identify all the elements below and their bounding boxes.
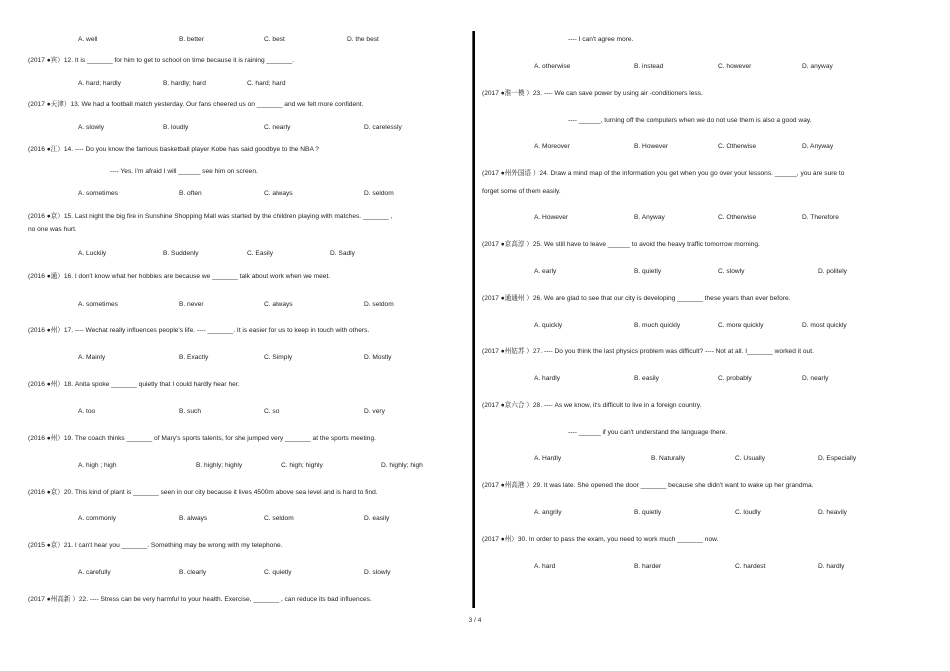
option: B. better — [179, 36, 204, 43]
question-text: (2017 ●州姑苏 ）27. ---- Do you think the last physics problem was difficult? ---- Not at all. I_______ worked it out. — [482, 348, 814, 355]
option: B. quietly — [634, 509, 662, 516]
question-text: (2017 ●州）30. In order to pass the exam, you need to work much _______ now. — [482, 536, 719, 543]
option: B. hardly; hard — [163, 80, 206, 87]
option: D. Anyway — [802, 143, 834, 150]
option: D. easily — [364, 515, 390, 522]
option: B. clearly — [179, 569, 207, 576]
page-number: 3 / 4 — [468, 617, 482, 624]
option: D. Therefore — [802, 214, 839, 221]
option: D. seldom — [364, 190, 394, 197]
option: D. highly; high — [381, 462, 423, 469]
option: C. Usually — [735, 455, 766, 462]
option: C. always — [264, 301, 293, 308]
option: B. always — [179, 515, 208, 522]
option: B. quietly — [634, 268, 662, 275]
option: B. highly; highly — [196, 462, 243, 469]
option: A. Mainly — [78, 354, 106, 361]
option: D. seldom — [364, 301, 394, 308]
option: C. more quickly — [718, 322, 764, 329]
option: C. high; highly — [281, 462, 323, 469]
question-text: (2017 ●京高淳 ）25. We still have to leave ______ to avoid the heavy traffic tomorrow morning. — [482, 241, 760, 248]
option: B. However — [634, 143, 669, 150]
option: B. never — [179, 301, 204, 308]
question-text: (2015 ●京）21. I can't hear you _______. Something may be wrong with my telephone. — [28, 542, 283, 549]
question-text: (2017 ●京六合 ）28. ---- As we know, it's difficult to live in a foreign country. — [482, 402, 702, 409]
question-text-line2: ---- ______, turning off the computers when we do not use them is also a good way. — [568, 117, 812, 124]
question-text: (2016 ●京）20. This kind of plant is _______ seen in our city because it lives 4500m above sea level and is hard to find. — [28, 489, 378, 496]
option: C. hardest — [735, 563, 766, 570]
option: A. high ; high — [78, 462, 117, 469]
option: B. such — [179, 408, 201, 415]
question-text-line2: forget some of them easily. — [482, 188, 561, 195]
column-divider — [472, 31, 475, 608]
option: C. seldom — [264, 515, 294, 522]
question-text-line2: ---- Yes. I'm afraid I will ______ see him on screen. — [110, 168, 258, 175]
question-text: (2016 ●江）14. ---- Do you know the famous basketball player Kobe has said goodbye to the NBA ? — [28, 146, 319, 153]
option: B. loudly — [163, 124, 189, 131]
option: C. nearly — [264, 124, 291, 131]
option: D. carelessly — [364, 124, 402, 131]
option: A. carefully — [78, 569, 111, 576]
option: A. hard — [534, 563, 556, 570]
option: A. Luckily — [78, 250, 107, 257]
option: A. However — [534, 214, 569, 221]
option: C. however — [718, 63, 752, 70]
option: A. hardly — [534, 375, 561, 382]
option: D. Sadly — [330, 250, 355, 257]
option: C. hard; hard — [247, 80, 286, 87]
question-text-line2: ---- I can't agree more. — [568, 36, 634, 43]
question-text: (2017 ●宾）12. It is _______ for him to get to school on time because it is raining _______. — [28, 57, 295, 64]
question-text: (2017 ●淮一模 ）23. ---- We can save power by using air -conditioners less. — [482, 90, 703, 97]
option: D. heavily — [818, 509, 847, 516]
option: A. quickly — [534, 322, 563, 329]
option: D. politely — [818, 268, 847, 275]
question-text: (2016 ●州）19. The coach thinks _______ of Mary's sports talents, for she jumped very _______ at the sports meeting. — [28, 435, 376, 442]
option: A. hard; hardly — [78, 80, 121, 87]
option: D. slowly — [364, 569, 391, 576]
option: A. sometimes — [78, 301, 118, 308]
option: D. very — [364, 408, 385, 415]
option: C. loudly — [735, 509, 761, 516]
option: A. well — [78, 36, 98, 43]
option: C. always — [264, 190, 293, 197]
option: D. Mostly — [364, 354, 392, 361]
option: C. Easily — [247, 250, 274, 257]
option: D. nearly — [802, 375, 829, 382]
option: A. Hardly — [534, 455, 562, 462]
option: D. most quickly — [802, 322, 847, 329]
option: A. early — [534, 268, 557, 275]
question-text: (2016 ●京）15. Last night the big fire in Sunshine Shopping Mall was started by the children playing with matches. _______ , — [28, 213, 393, 220]
question-text-line2: no one was hurt. — [28, 226, 77, 233]
question-text-line2: ---- ______ if you can't understand the language there. — [568, 429, 728, 436]
option: C. quietly — [264, 569, 292, 576]
option: B. Anyway — [634, 214, 665, 221]
option: A. slowly — [78, 124, 105, 131]
option: B. Exactly — [179, 354, 209, 361]
option: A. commonly — [78, 515, 117, 522]
option: A. angrily — [534, 509, 562, 516]
option: D. hardly — [818, 563, 845, 570]
option: D. the best — [347, 36, 379, 43]
option: C. Otherwise — [718, 214, 757, 221]
option: B. Naturally — [651, 455, 686, 462]
question-text: (2017 ●州高新 ）22. ---- Stress can be very harmful to your health. Exercise, _______ , can reduce its bad influences. — [28, 596, 372, 603]
question-text: (2016 ●通）16. I don't know what her hobbies are because we _______ talk about work when we meet. — [28, 273, 331, 280]
option: D. Especially — [818, 455, 857, 462]
question-text: (2016 ●州）18. Anita spoke _______ quietly that I could hardly hear her. — [28, 381, 240, 388]
option: D. anyway — [802, 63, 833, 70]
option: C. Simply — [264, 354, 293, 361]
question-text: (2017 ●州高港 ）29. It was late. She opened the door _______ because she didn't want to wake up her grandma. — [482, 482, 814, 489]
option: B. often — [179, 190, 202, 197]
option: B. harder — [634, 563, 662, 570]
option: C. Otherwise — [718, 143, 757, 150]
option: C. slowly — [718, 268, 745, 275]
option: C. probably — [718, 375, 752, 382]
question-text: (2017 ●州外国语 ）24. Draw a mind map of the information you get when you go over your lessons. ______, you are sure to — [482, 170, 845, 177]
question-text: (2017 ●通通州 ）26. We are glad to see that our city is developing _______ these years than ever before. — [482, 295, 791, 302]
question-text: (2016 ●州）17. ---- Wechat really influences people's life. ---- _______. It is easier for us to keep in touch with others. — [28, 327, 370, 334]
option: B. instead — [634, 63, 664, 70]
option: B. easily — [634, 375, 659, 382]
option: C. so — [264, 408, 280, 415]
option: A. sometimes — [78, 190, 118, 197]
option: A. Moreover — [534, 143, 570, 150]
option: B. Suddenly — [163, 250, 199, 257]
option: B. much quickly — [634, 322, 681, 329]
option: A. too — [78, 408, 96, 415]
question-text: (2017 ●天津）13. We had a football match yesterday. Our fans cheered us on _______ and we felt more confident. — [28, 101, 364, 108]
option: A. otherwise — [534, 63, 571, 70]
option: C. best — [264, 36, 285, 43]
